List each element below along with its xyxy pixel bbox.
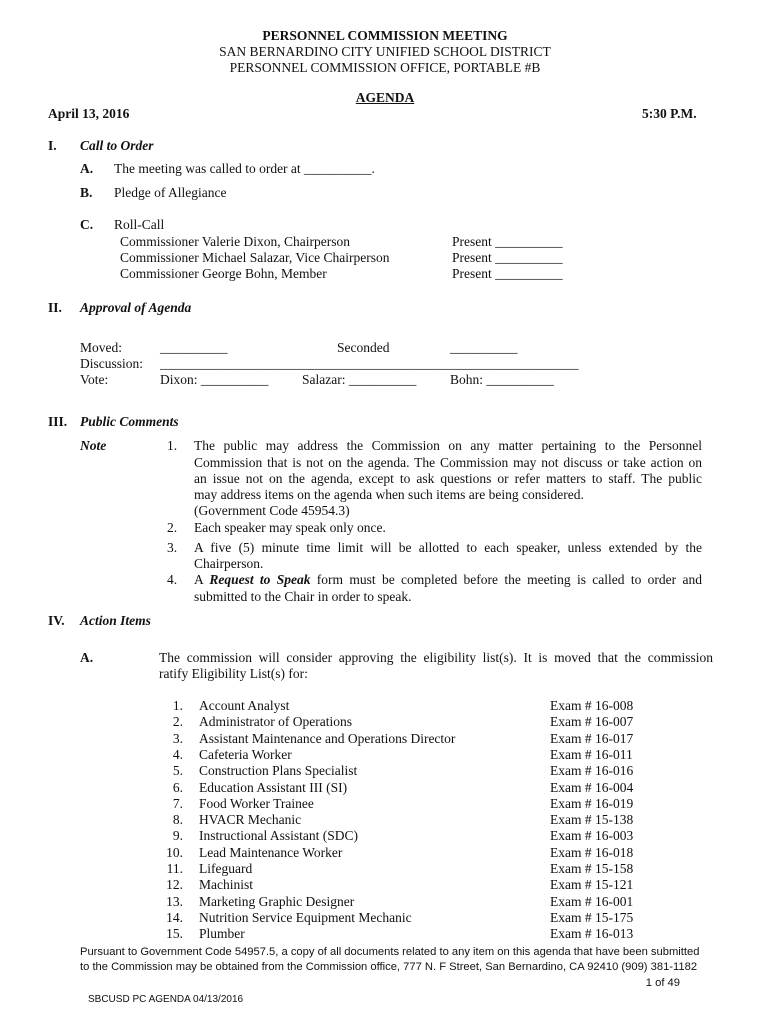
section-2-number: II. [48, 300, 62, 315]
eligibility-item-title: Lead Maintenance Worker [199, 845, 343, 860]
district-name: SAN BERNARDINO CITY UNIFIED SCHOOL DISTRICT [219, 44, 551, 59]
eligibility-item-number: 7. [172, 796, 183, 811]
comment-number: 1. [167, 438, 178, 453]
section-4-number: IV. [48, 613, 65, 628]
roll-call-heading: Roll-Call [114, 217, 165, 232]
eligibility-item-title: Assistant Maintenance and Operations Director [199, 731, 456, 746]
eligibility-item-title: HVACR Mechanic [199, 812, 302, 827]
eligibility-item-exam: Exam # 16-001 [550, 894, 634, 909]
eligibility-item-title: Food Worker Trainee [199, 796, 314, 811]
eligibility-item-number: 14. [166, 910, 183, 925]
roll-call-status: Present __________ [452, 266, 563, 281]
section-3-number: III. [48, 414, 68, 429]
eligibility-item-title: Plumber [199, 926, 245, 941]
vote-label: Vote: [80, 372, 109, 387]
comment-line: submitted to the Chair in order to speak. [194, 589, 412, 604]
eligibility-item-title: Instructional Assistant (SDC) [199, 828, 358, 843]
eligibility-item-title: Cafeteria Worker [199, 747, 292, 762]
comment-number: 3. [167, 540, 178, 555]
meeting-date: April 13, 2016 [48, 106, 130, 121]
document-id: SBCUSD PC AGENDA 04/13/2016 [88, 994, 244, 1005]
comment-number: 2. [167, 520, 178, 535]
comment-line [194, 572, 702, 588]
action-item-a-text: The commission will consider approving the eligibility list(s). It is moved that the commission [159, 650, 713, 665]
comment-text: form must be completed before the meeting is called to order and [310, 572, 702, 587]
eligibility-item-title: Nutrition Service Equipment Mechanic [199, 910, 412, 925]
eligibility-item-number: 15. [166, 926, 183, 941]
pledge-text: Pledge of Allegiance [114, 185, 227, 200]
eligibility-item-title: Administrator of Operations [199, 714, 352, 729]
roll-call-name: Commissioner Valerie Dixon, Chairperson [120, 234, 350, 249]
discussion-label: Discussion: [80, 356, 144, 371]
request-to-speak-emphasis: Request to Speak [209, 572, 311, 587]
eligibility-item-number: 5. [172, 763, 183, 778]
section-4-title: Action Items [80, 613, 151, 628]
eligibility-item-exam: Exam # 16-003 [550, 828, 634, 843]
eligibility-item-exam: Exam # 16-016 [550, 763, 634, 778]
eligibility-item-title: Education Assistant III (SI) [199, 780, 348, 795]
action-item-a-label: A. [80, 650, 94, 665]
section-1-number: I. [48, 138, 57, 153]
eligibility-item-exam: Exam # 16-007 [550, 714, 634, 729]
action-item-a-text: ratify Eligibility List(s) for: [159, 666, 308, 681]
public-records-note: Pursuant to Government Code 54957.5, a copy of all documents related to any item on this agenda that have been submitted [80, 946, 700, 958]
eligibility-item-exam: Exam # 16-018 [550, 845, 634, 860]
eligibility-item-number: 1. [172, 698, 183, 713]
eligibility-item-title: Machinist [199, 877, 253, 892]
item-c-label: C. [80, 217, 94, 232]
eligibility-item-exam: Exam # 16-017 [550, 731, 634, 746]
comment-text: A [194, 572, 210, 587]
eligibility-item-title: Lifeguard [199, 861, 253, 876]
moved-label: Moved: [80, 340, 122, 355]
comment-line: A five (5) minute time limit will be allotted to each speaker, unless extended by the [194, 540, 702, 555]
comment-line: The public may address the Commission on any matter pertaining to the Personnel [194, 438, 702, 453]
eligibility-item-number: 2. [172, 714, 183, 729]
public-records-note: to the Commission may be obtained from the Commission office, 777 N. F Street, San Bernardino, CA 92410 (909) 381-1182 [80, 961, 698, 973]
vote-bohn: Bohn: __________ [450, 372, 554, 387]
item-a-label: A. [80, 161, 94, 176]
section-3-title: Public Comments [80, 414, 179, 429]
moved-blank: __________ [160, 340, 228, 355]
comment-line: (Government Code 45954.3) [194, 503, 350, 518]
page-number: 1 of 49 [645, 977, 680, 989]
eligibility-item-number: 9. [172, 828, 183, 843]
eligibility-item-exam: Exam # 15-138 [550, 812, 634, 827]
item-b-label: B. [80, 185, 93, 200]
seconded-blank: __________ [450, 340, 518, 355]
vote-salazar: Salazar: __________ [302, 372, 417, 387]
comment-line: Chairperson. [194, 556, 264, 571]
eligibility-item-number: 4. [172, 747, 183, 762]
eligibility-item-number: 6. [172, 780, 183, 795]
eligibility-item-title: Construction Plans Specialist [199, 763, 358, 778]
eligibility-item-number: 3. [172, 731, 183, 746]
eligibility-item-exam: Exam # 15-158 [550, 861, 634, 876]
vote-dixon: Dixon: __________ [160, 372, 269, 387]
eligibility-item-number: 12. [166, 877, 183, 892]
comment-line: Each speaker may speak only once. [194, 520, 386, 535]
eligibility-item-number: 10. [166, 845, 183, 860]
eligibility-item-exam: Exam # 16-013 [550, 926, 634, 941]
roll-call-status: Present __________ [452, 234, 563, 249]
eligibility-item-number: 8. [172, 812, 183, 827]
agenda-heading: AGENDA [355, 90, 415, 105]
note-label: Note [80, 438, 107, 453]
roll-call-status: Present __________ [452, 250, 563, 265]
comment-line: may address items on the agenda when such items are being considered. [194, 487, 584, 502]
section-2-title: Approval of Agenda [80, 300, 192, 315]
seconded-label: Seconded [337, 340, 390, 355]
eligibility-item-exam: Exam # 16-008 [550, 698, 634, 713]
eligibility-item-number: 11. [166, 861, 183, 876]
eligibility-item-exam: Exam # 16-019 [550, 796, 634, 811]
comment-line: an issue not on the agenda, except to ask questions or refer matters to staff. The public [194, 471, 702, 486]
eligibility-item-number: 13. [166, 894, 183, 909]
discussion-blank: ______________________________________________________________ [160, 356, 579, 371]
section-1-title: Call to Order [80, 138, 154, 153]
office-location: PERSONNEL COMMISSION OFFICE, PORTABLE #B [229, 60, 541, 75]
comment-line: Commission that is not on the agenda. The Commission may not discuss or take action on [194, 455, 702, 470]
meeting-time: 5:30 P.M. [642, 106, 697, 121]
call-to-order-text: The meeting was called to order at __________. [114, 161, 375, 176]
eligibility-item-exam: Exam # 16-004 [550, 780, 634, 795]
meeting-title: PERSONNEL COMMISSION MEETING [262, 28, 508, 43]
eligibility-item-exam: Exam # 15-175 [550, 910, 634, 925]
eligibility-item-title: Marketing Graphic Designer [199, 894, 355, 909]
eligibility-item-exam: Exam # 16-011 [550, 747, 633, 762]
roll-call-name: Commissioner George Bohn, Member [120, 266, 327, 281]
eligibility-item-title: Account Analyst [199, 698, 290, 713]
eligibility-item-exam: Exam # 15-121 [550, 877, 634, 892]
comment-number: 4. [167, 572, 178, 587]
roll-call-name: Commissioner Michael Salazar, Vice Chairperson [120, 250, 390, 265]
